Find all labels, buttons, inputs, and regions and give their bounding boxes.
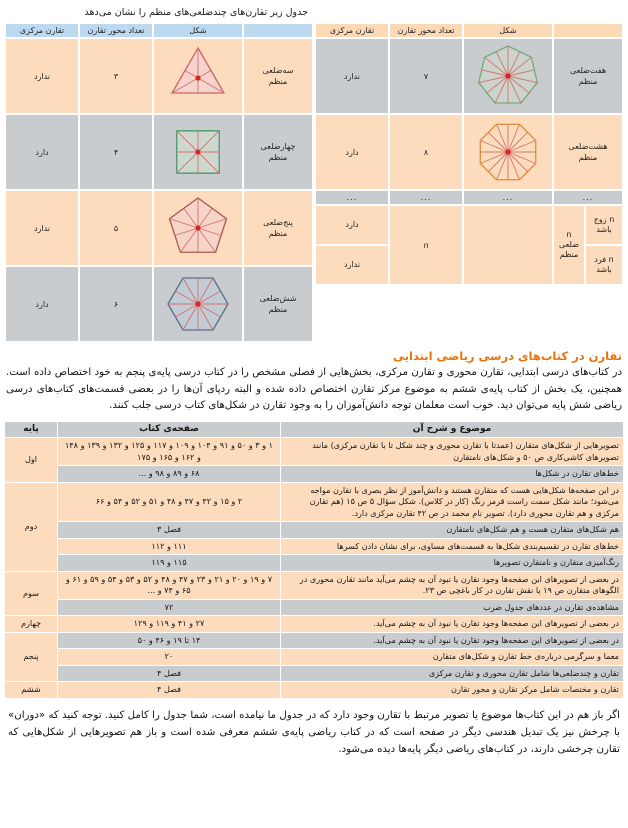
n-even-l1: n زوج bbox=[593, 215, 615, 224]
topic-description-cell: رنگ‌آمیزی متقارن و نامتقارن تصویرها bbox=[281, 555, 623, 571]
book-pages-cell: فصل ۴ bbox=[58, 682, 280, 698]
book-pages-cell: فصل ۳ bbox=[58, 522, 280, 538]
polygon-tables-caption: جدول زیر تقارن‌های چندضلعی‌های منظم را نشان می‌دهد bbox=[84, 7, 308, 18]
topic-description-cell: در بعضی از تصویرهای این صفحه‌ها وجود تقارن یا نبود آن به چشم می‌آید مانند تقارن محوری در الگوهای متقارن ص ۱۹ یا نقش تقارن در کار باغچی ص ۲۳. bbox=[281, 572, 623, 599]
book-pages-cell: ۱۴ تا ۱۹ و ۴۶ و ۵۰ bbox=[58, 633, 280, 649]
central-symmetry-cell: ندارد bbox=[316, 39, 388, 113]
polygon-name-cell bbox=[554, 39, 622, 113]
central-symmetry-cell: ندارد bbox=[6, 191, 78, 265]
axes-count-cell: ۸ bbox=[390, 115, 462, 189]
table-row bbox=[5, 466, 623, 482]
topic-description-cell: خط‌های تقارن در تقسیم‌بندی شکل‌ها به قسمت‌های مساوی، برای نشان دادن کسرها bbox=[281, 539, 623, 555]
table-row bbox=[316, 39, 622, 113]
polygon-shape-cell bbox=[154, 39, 242, 113]
header-central: تقارن مرکزی bbox=[316, 24, 388, 37]
polygon-name-line2: منظم bbox=[268, 305, 288, 314]
topic-description-cell: خط‌های تقارن در شکل‌ها bbox=[281, 466, 623, 482]
axes-count-cell: ۴ bbox=[80, 115, 152, 189]
polygon-shape-cell bbox=[154, 191, 242, 265]
book-pages-cell: ۱ و ۳ و ۵۰ و ۹۱ و ۱۰۴ و ۱۰۹ و ۱۱۷ و ۱۲۵ و ۱۳۲ و ۱۳۹ و ۱۴۸ و ۱۶۲ و ۱۶۵ و ۱۷۵ bbox=[58, 438, 280, 465]
topic-description-cell: هم شکل‌های متقارن هست و هم شکل‌های نامتقارن bbox=[281, 522, 623, 538]
polygon-name-line1: سه‌ضلعی bbox=[262, 66, 294, 75]
ellipsis-shape: ... bbox=[464, 191, 552, 204]
axes-count-cell: ۷ bbox=[390, 39, 462, 113]
n-gon-axes-cell: n bbox=[390, 206, 462, 284]
table-header-row bbox=[5, 422, 623, 438]
polygon-name-cell bbox=[244, 39, 312, 113]
polygon-name-line2: منظم bbox=[578, 153, 598, 162]
triangle-icon bbox=[155, 41, 241, 111]
table-header-row bbox=[316, 24, 622, 37]
central-symmetry-cell: دارد bbox=[6, 267, 78, 341]
book-pages-cell: فصل ۴ bbox=[58, 666, 280, 682]
book-pages-cell: ۷ و ۱۹ و ۲۰ و ۲۱ و ۲۳ و ۴۷ و ۴۸ و ۵۲ و ۵۳ و ۵۴ و ۵۹ و ۶۱ و ۶۵ و ۷۴ و ... bbox=[58, 572, 280, 599]
header-axes: تعداد محور تقارن bbox=[390, 24, 462, 37]
bottom-paragraph: اگر باز هم در این کتاب‌ها موضوع یا تصویر مرتبط با تقارن وجود دارد که در جدول ما نیامده است، شما جدول را کامل کنید. توجه کنید که «دوران» با چرخش نیز یک تبدیل هندسی دیگر در صفحه است که در کتاب ریاضی پایه‌ی ششم معرفی شده است و باز هم تصویرهایی از شکل‌هایی که تقارن چرخشی دارند، در کتاب‌های ریاضی دیگر پایه‌ها دیده می‌شود. bbox=[8, 709, 620, 755]
topic-description-cell: معما و سرگرمی درباره‌ی خط تقارن و شکل‌های متقارن bbox=[281, 649, 623, 665]
table-row bbox=[316, 115, 622, 189]
n-gon-shape-cell bbox=[464, 206, 552, 284]
polygon-name-line1: هشت‌ضلعی bbox=[568, 142, 608, 151]
curriculum-table-body bbox=[5, 438, 623, 698]
table-row bbox=[5, 483, 623, 522]
table-row bbox=[6, 267, 312, 341]
book-pages-cell: ۱۱۱ و ۱۱۲ bbox=[58, 539, 280, 555]
hexagon-icon bbox=[155, 269, 241, 339]
book-pages-cell: ۶۸ و ۸۹ و ۹۸ و ... bbox=[58, 466, 280, 482]
topic-description-cell: در بعضی از تصویرهای این صفحه‌ها وجود تقارن یا نبود آن به چشم می‌آید. bbox=[281, 616, 623, 632]
topic-description-cell: تقارن و چندضلعی‌ها شامل تقارن محوری و تقارن مرکزی bbox=[281, 666, 623, 682]
topic-description-cell: مشاهده‌ی تقارن در عددهای جدول ضرب bbox=[281, 600, 623, 616]
polygon-shape-cell bbox=[154, 115, 242, 189]
polygon-name-line1: پنج‌ضلعی bbox=[263, 218, 293, 227]
n-gon-label bbox=[559, 230, 579, 260]
heptagon-icon bbox=[465, 41, 551, 111]
table-header-row bbox=[6, 24, 312, 37]
table-row bbox=[6, 115, 312, 189]
header-central: تقارن مرکزی bbox=[6, 24, 78, 37]
octagon-icon bbox=[465, 117, 551, 187]
table-row bbox=[5, 555, 623, 571]
axes-count-cell: ۶ bbox=[80, 267, 152, 341]
book-pages-cell: ۲۷ و ۴۱ و ۱۱۹ و ۱۲۹ bbox=[58, 616, 280, 632]
grade-cell: چهارم bbox=[5, 616, 57, 632]
table-row bbox=[6, 191, 312, 265]
n-odd-condition bbox=[594, 255, 613, 275]
n-gon-label-l2: ضلعی bbox=[559, 240, 579, 249]
polygon-shape-cell bbox=[154, 267, 242, 341]
n-gon-central-cell bbox=[316, 206, 388, 284]
table-row bbox=[5, 633, 623, 649]
polygon-table-left-wrap bbox=[314, 4, 624, 343]
header-name bbox=[244, 24, 312, 37]
axes-count-cell: ۵ bbox=[80, 191, 152, 265]
header-desc: موضوع و شرح آن bbox=[281, 422, 623, 438]
polygon-table-right bbox=[4, 22, 314, 343]
grade-cell: دوم bbox=[5, 483, 57, 571]
book-pages-cell: ۲۰ bbox=[58, 649, 280, 665]
header-name bbox=[554, 24, 622, 37]
header-grade: پایه bbox=[5, 422, 57, 438]
n-odd-l1: n فرد bbox=[594, 255, 614, 264]
table-row bbox=[5, 682, 623, 698]
table-row bbox=[5, 522, 623, 538]
header-shape: شکل bbox=[464, 24, 552, 37]
ellipsis-axes: ... bbox=[390, 191, 462, 204]
ellipsis-name: ... bbox=[554, 191, 622, 204]
n-even-l2: باشد bbox=[596, 225, 612, 234]
table-row bbox=[6, 39, 312, 113]
polygon-name-line2: منظم bbox=[578, 77, 598, 86]
topic-description-cell: تصویرهایی از شکل‌های متقارن (عمدتا با تقارن محوری و چند شکل تا با تقارن مرکزی) مانند تصویرهای کاشی‌کاری ص ۵۰ و شکل‌های نامتقارن bbox=[281, 438, 623, 465]
polygon-name-cell bbox=[244, 115, 312, 189]
n-odd-central: ندارد bbox=[316, 246, 388, 284]
header-axes: تعداد محور تقارن bbox=[80, 24, 152, 37]
topic-description-cell: در این صفحه‌ها شکل‌هایی هست که متقارن هستند و دانش‌آموز از نظر بصری با تقارن مواجه می‌شود؛ مانند شکل سمت راست قرمز رنگ (کار در کلاس). شکل سؤال ۵ ص ۱۵ (هم تقارن مرکزی و هم تقارن محوری دارد). تصویر نام محمد در ص ۴۲ تقارن مرکزی دارد. bbox=[281, 483, 623, 522]
polygon-table-right-wrap bbox=[4, 4, 314, 343]
polygon-shape-cell bbox=[464, 39, 552, 113]
central-symmetry-cell: دارد bbox=[316, 115, 388, 189]
polygon-name-cell bbox=[554, 115, 622, 189]
polygon-table-left bbox=[314, 22, 624, 286]
left-caption-spacer bbox=[314, 4, 624, 22]
polygon-name-line2: منظم bbox=[268, 229, 288, 238]
table-row bbox=[5, 666, 623, 682]
header-shape: شکل bbox=[154, 24, 242, 37]
topic-description-cell: تقارن و مختصات شامل مرکز تقارن و محور تقارن bbox=[281, 682, 623, 698]
book-pages-cell: ۷۲ bbox=[58, 600, 280, 616]
grade-cell: اول bbox=[5, 438, 57, 482]
table-row bbox=[5, 649, 623, 665]
polygon-name-line1: چهارضلعی bbox=[260, 142, 296, 151]
polygon-tables-area bbox=[0, 0, 628, 343]
table-row bbox=[5, 539, 623, 555]
polygon-name-line1: شش‌ضلعی bbox=[259, 294, 297, 303]
n-odd-l2: باشد bbox=[596, 265, 612, 274]
section-paragraph: در کتاب‌های درسی ابتدایی، تقارن محوری و تقارن مرکزی، بخش‌هایی از فصلی مشخص را در کتاب درسی پایه‌ی پنجم به خود اختصاص داده است. همچنین، یک بخش از کتاب پایه‌ی ششم به موضوع مرکز تقارن اختصاص داده شده و البته ردپای آن‌ها را در بعضی قسمت‌های کتاب‌های درسی ریاضی شش پایه می‌توان دید. خوب است معلمان توجه دانش‌آموزان را به وجود تقارن در شکل‌های کتاب درسی جلب کنند. bbox=[6, 367, 622, 411]
n-gon-label-l1: n bbox=[566, 230, 572, 239]
curriculum-table bbox=[4, 421, 624, 699]
polygon-name-line2: منظم bbox=[268, 77, 288, 86]
table-row bbox=[5, 616, 623, 632]
section-heading: تقارن در کتاب‌های درسی ریاضی ابتدایی bbox=[393, 349, 622, 363]
central-symmetry-cell: دارد bbox=[6, 115, 78, 189]
central-symmetry-cell: ندارد bbox=[6, 39, 78, 113]
book-pages-cell: ۲ و ۱۵ و ۴۲ و ۴۷ و ۴۸ و ۵۱ و ۵۲ و ۵۴ و ۶۶ bbox=[58, 483, 280, 522]
grade-cell: ششم bbox=[5, 682, 57, 698]
polygon-shape-cell bbox=[464, 115, 552, 189]
table-row-n-gon bbox=[316, 206, 622, 284]
grade-cell: پنجم bbox=[5, 633, 57, 682]
polygon-name-line2: منظم bbox=[268, 153, 288, 162]
polygon-name-line1: هفت‌ضلعی bbox=[569, 66, 607, 75]
ellipsis-central: ... bbox=[316, 191, 388, 204]
table-row bbox=[5, 600, 623, 616]
polygon-name-cell bbox=[244, 267, 312, 341]
table-row bbox=[5, 438, 623, 465]
axes-count-cell: ۳ bbox=[80, 39, 152, 113]
n-even-condition bbox=[594, 215, 615, 235]
table-row bbox=[5, 572, 623, 599]
book-pages-cell: ۱۱۵ و ۱۱۹ bbox=[58, 555, 280, 571]
n-even-central: دارد bbox=[316, 206, 388, 244]
pentagon-icon bbox=[155, 193, 241, 263]
n-gon-label-l3: منظم bbox=[559, 250, 579, 259]
polygon-name-cell bbox=[244, 191, 312, 265]
table-row-ellipsis bbox=[316, 191, 622, 204]
header-pages: صفحه‌ی کتاب bbox=[58, 422, 280, 438]
square-icon bbox=[155, 117, 241, 187]
n-gon-name-cell bbox=[554, 206, 622, 284]
topic-description-cell: در بعضی از تصویرهای این صفحه‌ها وجود تقارن یا نبود آن به چشم می‌آید. bbox=[281, 633, 623, 649]
grade-cell: سوم bbox=[5, 572, 57, 616]
